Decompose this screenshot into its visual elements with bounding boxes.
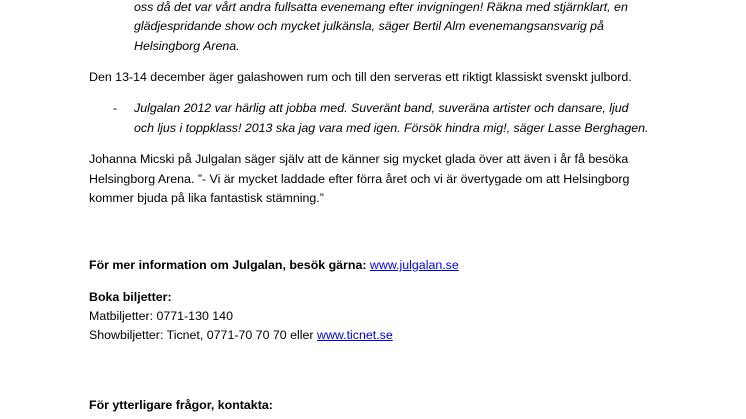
info-line [89, 257, 459, 273]
info-label: För mer information om Julgalan, besök gärna: [89, 258, 367, 272]
quote1-line-3: Helsingborg Arena. [134, 39, 240, 53]
ticnet-link[interactable]: www.ticnet.se [317, 328, 393, 342]
show-tickets-line [89, 327, 393, 343]
contact-heading: För ytterligare frågor, kontakta: [89, 398, 273, 412]
paragraph-micski-line-2: Helsingborg Arena. ”- Vi är mycket laddade efter förra året och vi är övertygade om att Helsingborg [89, 172, 630, 186]
paragraph-micski-line-1: Johanna Micski på Julgalan säger själv att de känner sig mycket glada över att även i år få besöka [89, 152, 629, 166]
paragraph-micski-line-3: kommer bjuda på lika fantastisk stämning.” [89, 191, 324, 205]
show-tickets-text: Showbiljetter: Ticnet, 0771-70 70 70 eller [89, 328, 314, 342]
julgalan-link[interactable]: www.julgalan.se [369, 258, 459, 272]
quote2-line-2: och ljus i toppklass! 2013 ska jag vara med igen. Försök hindra mig!, säger Lasse Berghagen. [134, 121, 649, 135]
quote2-dash: - [113, 101, 118, 115]
quote1-line-1: oss då det var vårt andra fullsatta evenemang efter invigningen! Räkna med stjärnklart, en [134, 0, 628, 14]
paragraph-julbord: Den 13-14 december äger galashowen rum och till den serveras ett riktigt klassiskt svenskt julbord. [89, 70, 632, 84]
food-tickets: Matbiljetter: 0771-130 140 [89, 309, 233, 323]
quote1-line-2: glädjespridande show och mycket julkänsla, säger Bertil Alm evenemangsansvarig på [134, 19, 604, 33]
tickets-heading: Boka biljetter: [89, 290, 172, 304]
quote2-line-1: Julgalan 2012 var härlig att jobba med. Suveränt band, suveräna artister och dansare, ljud [134, 101, 629, 115]
